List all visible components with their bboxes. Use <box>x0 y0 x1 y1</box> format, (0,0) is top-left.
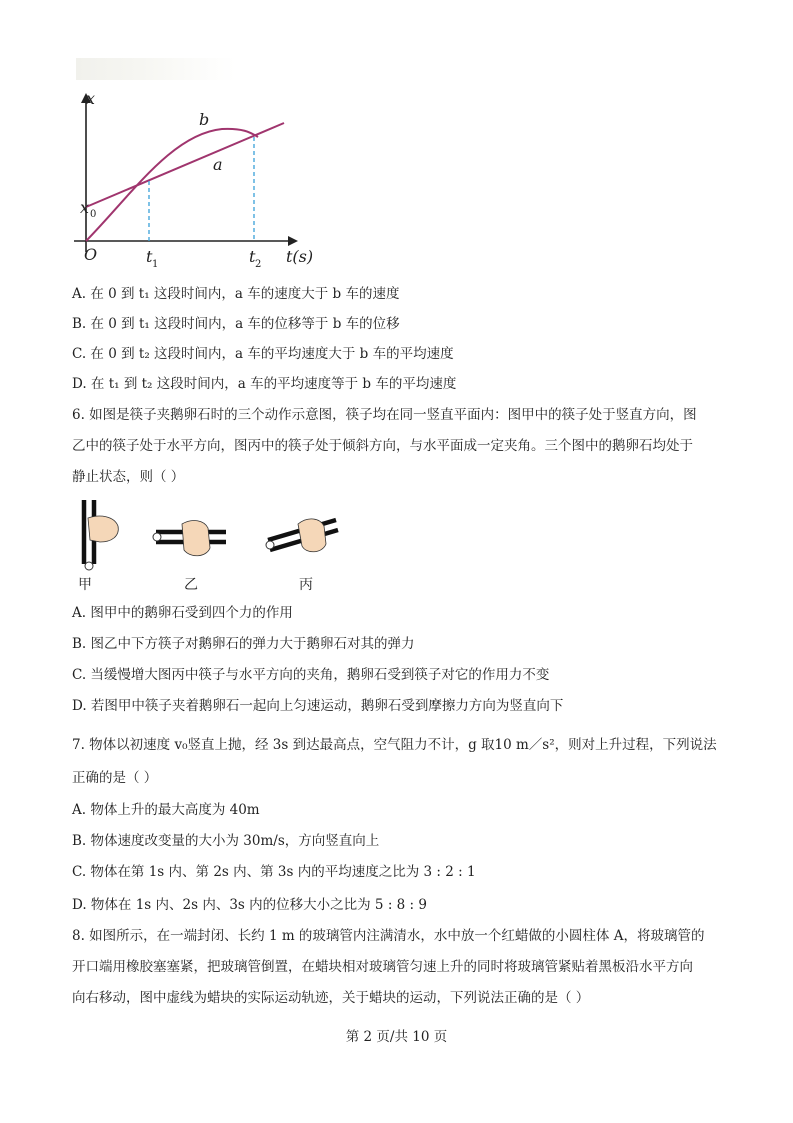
origin-label: O <box>84 245 98 264</box>
q7-option-c: C. 物体在第 1s 内、第 2s 内、第 3s 内的平均速度之比为 3 : 2 : 1 <box>72 864 476 880</box>
q6-option-b: B. 图乙中下方筷子对鹅卵石的弹力大于鹅卵石对其的弹力 <box>72 636 415 652</box>
q7-stem-line-2: 正确的是（ ） <box>72 770 158 786</box>
q6-option-c: C. 当缓慢增大图丙中筷子与水平方向的夹角，鹅卵石受到筷子对它的作用力不变 <box>72 667 550 683</box>
q6-stem-line-3: 静止状态，则（ ） <box>72 469 185 485</box>
q5-option-d: D. 在 t₁ 到 t₂ 这段时间内，a 车的平均速度等于 b 车的平均速度 <box>72 376 457 392</box>
figure-label-yi: 乙 <box>184 577 198 593</box>
scan-artifact <box>76 58 236 80</box>
t1-subscript: 1 <box>152 259 159 270</box>
page-footer: 第 2 页/共 10 页 <box>345 1029 448 1045</box>
q6-stem-line-2: 乙中的筷子处于水平方向，图丙中的筷子处于倾斜方向，与水平面成一定夹角。三个图中的鹅卵石均处于 <box>72 438 693 454</box>
x0-label: x <box>80 198 90 217</box>
x-axis-arrow <box>288 236 298 246</box>
y-axis-label: x <box>86 89 96 108</box>
q7-stem-line-1: 7. 物体以初速度 v₀竖直上抛，经 3s 到达最高点，空气阻力不计，g 取10 m／s²，则对上升过程，下列说法 <box>72 737 717 753</box>
figure-jia-vertical-chopsticks <box>84 500 118 570</box>
q7-option-d: D. 物体在 1s 内、2s 内、3s 内的位移大小之比为 5 : 8 : 9 <box>72 897 427 913</box>
q6-stem-line-1: 6. 如图是筷子夹鹅卵石时的三个动作示意图，筷子均在同一竖直平面内：图甲中的筷子处于竖直方向，图 <box>72 407 697 423</box>
q5-option-b: B. 在 0 到 t₁ 这段时间内，a 车的位移等于 b 车的位移 <box>72 316 400 332</box>
chopsticks-figures <box>70 496 360 596</box>
q5-option-a: A. 在 0 到 t₁ 这段时间内，a 车的速度大于 b 车的速度 <box>72 286 400 302</box>
q5-option-c: C. 在 0 到 t₂ 这段时间内，a 车的平均速度大于 b 车的平均速度 <box>72 346 454 362</box>
x0-subscript: 0 <box>90 209 97 220</box>
x-axis-label: t(s) <box>286 247 314 266</box>
line-a-label: a <box>213 155 223 174</box>
figure-label-jia: 甲 <box>78 577 92 593</box>
figure-label-bing: 丙 <box>299 577 313 593</box>
q6-option-a: A. 图甲中的鹅卵石受到四个力的作用 <box>72 605 293 621</box>
curve-b-label: b <box>199 110 210 129</box>
q7-option-b: B. 物体速度改变量的大小为 30m/s，方向竖直向上 <box>72 833 380 849</box>
q8-stem-line-3: 向右移动，图中虚线为蜡块的实际运动轨迹，关于蜡块的运动，下列说法正确的是（ ） <box>72 990 590 1006</box>
t2-subscript: 2 <box>255 259 262 270</box>
figure-bing-inclined-chopsticks <box>266 519 338 552</box>
t1-label: t <box>146 247 153 266</box>
q8-stem-line-1: 8. 如图所示，在一端封闭、长约 1 m 的玻璃管内注满清水，水中放一个红蜡做的小圆柱体 A，将玻璃管的 <box>72 928 705 944</box>
position-time-graph <box>62 84 322 274</box>
q8-stem-line-2: 开口端用橡胶塞塞紧，把玻璃管倒置，在蜡块相对玻璃管匀速上升的同时将玻璃管紧贴着黑板沿水平方向 <box>72 959 693 975</box>
figure-yi-horizontal-chopsticks <box>153 521 226 556</box>
t2-label: t <box>249 247 256 266</box>
q7-option-a: A. 物体上升的最大高度为 40m <box>72 802 260 818</box>
q6-option-d: D. 若图甲中筷子夹着鹅卵石一起向上匀速运动，鹅卵石受到摩擦力方向为竖直向下 <box>72 698 564 714</box>
